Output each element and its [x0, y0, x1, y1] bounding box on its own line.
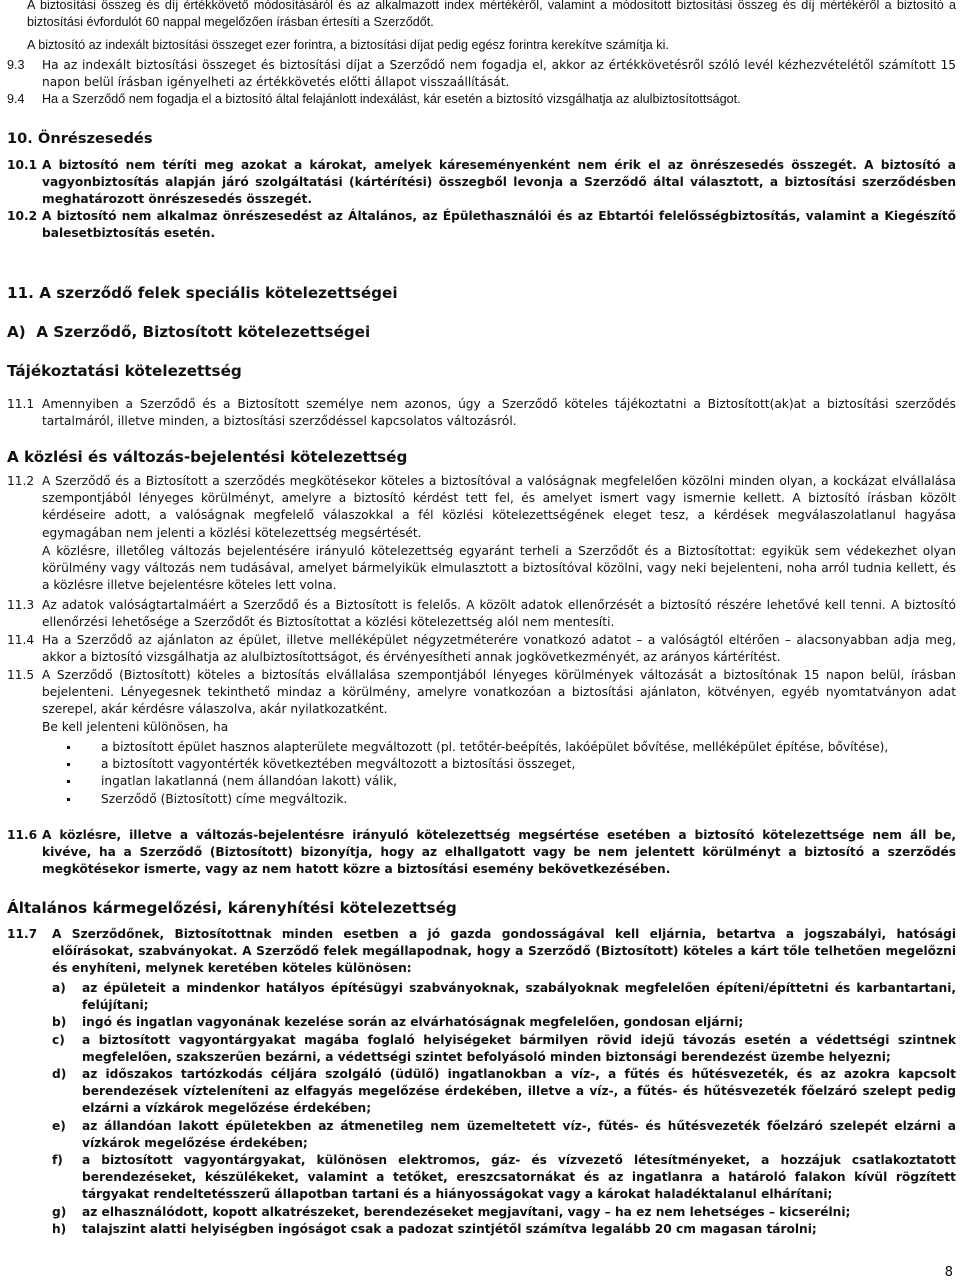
list-item	[52, 1204, 956, 1221]
list-item	[52, 1118, 956, 1152]
section-11-7	[52, 926, 956, 978]
section-9-3	[42, 57, 956, 91]
item-text: a biztosított vagyontárgyakat magába foglaló helyiségeket bármilyen rövid idejű távozás esetén a védettségi szintnek megfelelően, szakszerűen bezárni, a védettségi szintet befolyásoló minden biztonsági berendezést üzembe helyezni;	[82, 1032, 956, 1064]
heading-a: A) A Szerződő, Biztosított kötelezettségei	[7, 323, 371, 341]
section-10-1-text: A biztosító nem téríti meg azokat a károkat, amelyek káreseményenként nem érik el az önrészesedés összegét. A biztosító a vagyonbiztosítás alapján járó szolgáltatási (kártérítési) összegből levonja a Szerződő által választott, a biztosítási szerződésben meghatározott önrészesedés összegét.	[42, 158, 956, 207]
item-text: az állandóan lakott épületekben az átmenetileg nem üzemeltetett víz-, fűtés- és hűtésvezeték főelzáró szelepét elzárni a vízkárok megelőzése érdekében;	[82, 1118, 956, 1150]
item-text: talajszint alatti helyiségben ingóságot csak a padozat szintjétől számítva legalább 20 cm magasan tárolni;	[82, 1221, 817, 1236]
section-9-4	[42, 91, 956, 108]
list-item	[52, 1152, 956, 1204]
list-item: a biztosított épület hasznos alapterülete megváltozott (pl. tetőtér-beépítés, lakóépület bővítése, melléképület építése, bővítése),	[67, 739, 956, 756]
section-10-1	[42, 157, 956, 209]
list-item	[52, 1032, 956, 1066]
page-number: 8	[944, 1265, 953, 1280]
item-text: ingó és ingatlan vagyonának kezelése során az elvárhatóságnak megfelelően, gondosan eljárni;	[82, 1015, 744, 1030]
item-label: h)	[52, 1221, 67, 1236]
paragraph-rounding	[27, 37, 956, 54]
heading-altalanos: Általános kármegelőzési, kárenyhítési kötelezettség	[7, 899, 457, 917]
section-11-1	[42, 396, 956, 430]
list-item: ingatlan lakatlanná (nem állandóan lakott) válik,	[67, 773, 956, 790]
list-item	[52, 1066, 956, 1118]
section-11-4-text: Ha a Szerződő az ajánlaton az épület, illetve melléképület négyzetméterére vonatkozó adatot – a valóságtól eltérően – alacsonyabban adja meg, akkor a biztosító vizsgálhatja az alulbiztosítottságot, és érvényesítheti annak jogkövetkezményét, az arányos kártérítést.	[42, 633, 956, 665]
item-label: b)	[52, 1015, 67, 1030]
heading-tajekoztatasi: Tájékoztatási kötelezettség	[7, 362, 242, 380]
item-label: c)	[52, 1032, 65, 1047]
section-number: 11.7	[7, 927, 38, 941]
section-11-2-text: A Szerződő és a Biztosított a szerződés megkötésekor köteles a biztosítóval a valóságnak megfelelően közölni minden olyan, a kockázat elvállalása szempontjából lényeges körülményt, amelyre a biztosító kérdést tett fel, és amelyet ismert vagy ismernie kellett. A biztosító írásban közölt kérdéseire adott, a valóságnak megfelelő válaszokkal a fél közlési kötelezettségének eleget tesz, a kérdések megválaszolatlanul hagyása egymagában nem jelenti a közlési kötelezettség megsértését.	[42, 474, 956, 540]
section-9-4-text: Ha a Szerződő nem fogadja el a biztosító által felajánlott indexálást, kár esetén a biztosító vizsgálhatja az alulbiztosítottságot.	[42, 92, 741, 106]
section-11-2-text2: A közlésre, illetőleg változás bejelentésére irányuló kötelezettség egyaránt terheli a Szerződőt és a Biztosítottat: egyikük sem védekezhet olyan körülmény vagy változás nem tudásával, amelyet bármelyikük elmulasztott a biztosítóval közölni, vagy neki bejelenteni, noha arról tudnia kellett, és a közlésre illetve bejelentésre köteles lett volna.	[42, 544, 956, 593]
section-11-5-text: A Szerződő (Biztosított) köteles a biztosítás elvállalása szempontjából lényeges körülmények változását a biztosítónak 15 napon belül, írásban bejelenteni. Lényegesnek tekinthető mindaz a körülmény, amelyre vonatkozóan a biztosítási ajánlaton, kötvényen, egyéb nyomtatványon adat szerepel, akár kérdésre válaszolva, akár nyilatkozatként.	[42, 668, 956, 717]
section-11-4	[42, 632, 956, 666]
heading-kozlesi: A közlési és változás-bejelentési kötelezettség	[7, 448, 408, 466]
heading-11: 11. A szerződő felek speciális kötelezettségei	[7, 284, 398, 302]
bullet-list	[67, 739, 956, 808]
section-number: 11.5	[7, 668, 35, 682]
item-text: a biztosított vagyontárgyakat, különösen elektromos, gáz- és vízvezető létesítményeket, a hozzájuk csatlakoztatott berendezéseket, készülékeket, valamint a tetőket, ereszcsatornákat és az ingatlanra a határoló falakon kívül rögzített tárgyakat rendeltetésszerű állapotban tartani és a hiányosságokat vagy a károkat haladéktalanul elhárítani;	[82, 1153, 956, 1202]
section-number: 11.2	[7, 474, 35, 488]
section-11-1-text: Amennyiben a Szerződő és a Biztosított személye nem azonos, úgy a Szerződő köteles tájékoztatni a Biztosított(ak)at a biztosítási szerződés tartalmáról, illetve minden, a biztosítási szerződéssel kapcsolatos változásról.	[42, 397, 956, 429]
section-11-6-text: A közlésre, illetve a változás-bejelentésre irányuló kötelezettség megsértése esetében a biztosító kötelezettsége nem áll be, kivéve, ha a Szerződő (Biztosított) bizonyítja, hogy az elhallgatott vagy be nem jelentett körülményt a biztosító a szerződés megkötésekor ismerte, vagy az nem hatott közre a biztosítási esemény bekövetkezésében.	[42, 828, 956, 877]
list-item: a biztosított vagyontérték következtében megváltozott a biztosítási összeget,	[67, 756, 956, 773]
item-text: az elhasználódott, kopott alkatrészeket, berendezéseket megjavítani, vagy – ha ez nem lehetséges – kicserélni;	[82, 1204, 851, 1219]
section-number: 9.3	[7, 58, 25, 72]
section-number: 11.4	[7, 633, 35, 647]
section-11-3	[42, 597, 956, 631]
item-label: a)	[52, 981, 66, 995]
item-label: f)	[52, 1153, 63, 1168]
section-11-5	[42, 667, 956, 719]
list-item	[52, 980, 956, 1014]
list-item: Szerződő (Biztosított) címe megváltozik.	[67, 791, 956, 808]
section-9-3-text: Ha az indexált biztosítási összeget és biztosítási díjat a Szerződő nem fogadja el, akkor az értékkövetésről szóló levél kézhezvételétől számított 15 napon belül írásban igényelheti az értékkövetés előtti állapot visszaállítását.	[42, 58, 956, 90]
obligation-list	[52, 980, 956, 1238]
heading-10: 10. Önrészesedés	[7, 130, 153, 147]
item-text: az épületeit a mindenkor hatályos építésügyi szabványoknak, szabályoknak megfelelően építeni/építtetni és karbantartani, felújítani;	[82, 981, 956, 1013]
section-number: 11.6	[7, 828, 38, 842]
section-10-2	[42, 208, 956, 242]
section-10-2-text: A biztosító nem alkalmaz önrészesedést az Általános, az Épülethasználói és az Ebtartói felelősségbiztosítás, valamint a Kiegészítő balesetbiztosítás esetén.	[42, 209, 956, 241]
section-11-5-intro	[42, 719, 956, 736]
paragraph-index-notice	[27, 0, 956, 31]
rounding-text: A biztosító az indexált biztosítási összeget ezer forintra, a biztosítási díjat pedig egész forintra kerekítve számítja ki.	[27, 38, 669, 52]
section-number: 10.2	[7, 209, 38, 223]
section-11-5-intro-text: Be kell jelenteni különösen, ha	[42, 720, 229, 734]
section-number: 10.1	[7, 158, 38, 172]
section-number: 11.3	[7, 598, 35, 612]
section-11-6	[42, 827, 956, 879]
index-notice-text: A biztosítási összeg és díj értékkövető módosításáról és az alkalmazott index mértékéről, valamint a módosított biztosítási összeg és díj mértékéről a biztosító a biztosítási évfordulót 60 nappal megelőzően írásban értesíti a Szerződőt.	[27, 0, 956, 30]
section-11-3-text: Az adatok valóságtartalmáért a Szerződő és a Biztosított is felelős. A közölt adatok ellenőrzését a biztosító részére lehetővé kell tenni. A biztosító ellenőrzési lehetősége a Szerződőt és Biztosítottat a közlési kötelezettség alól nem mentesíti.	[42, 598, 956, 630]
list-item	[52, 1014, 956, 1031]
section-number: 11.1	[7, 397, 35, 411]
section-11-2-cont	[42, 543, 956, 595]
list-item	[52, 1221, 956, 1238]
section-number: 9.4	[7, 92, 25, 106]
item-label: d)	[52, 1067, 67, 1082]
section-11-7-text: A Szerződőnek, Biztosítottnak minden esetben a jó gazda gondosságával kell eljárnia, betartva a jogszabályi, hatósági előírásokat, szabványokat. A Szerződő felek megállapodnak, hogy a Szerződő (Biztosított) köteles a kárt tőle telhetően megelőzni és enyhíteni, melynek keretében köteles különösen:	[52, 927, 956, 976]
item-label: g)	[52, 1204, 67, 1219]
item-text: az időszakos tartózkodás céljára szolgáló (üdülő) ingatlanokban a víz-, a fűtés és hűtésvezeték, és az azokra kapcsolt berendezések vízteleníteni az elfagyás megelőzése érdekében, illetve a víz-, a fűtés- és hűtésvezeték főelzáró szelept pedig elzárni a vízkárok megelőzése érdekében;	[82, 1067, 956, 1116]
section-11-2	[42, 473, 956, 542]
item-label: e)	[52, 1118, 66, 1133]
